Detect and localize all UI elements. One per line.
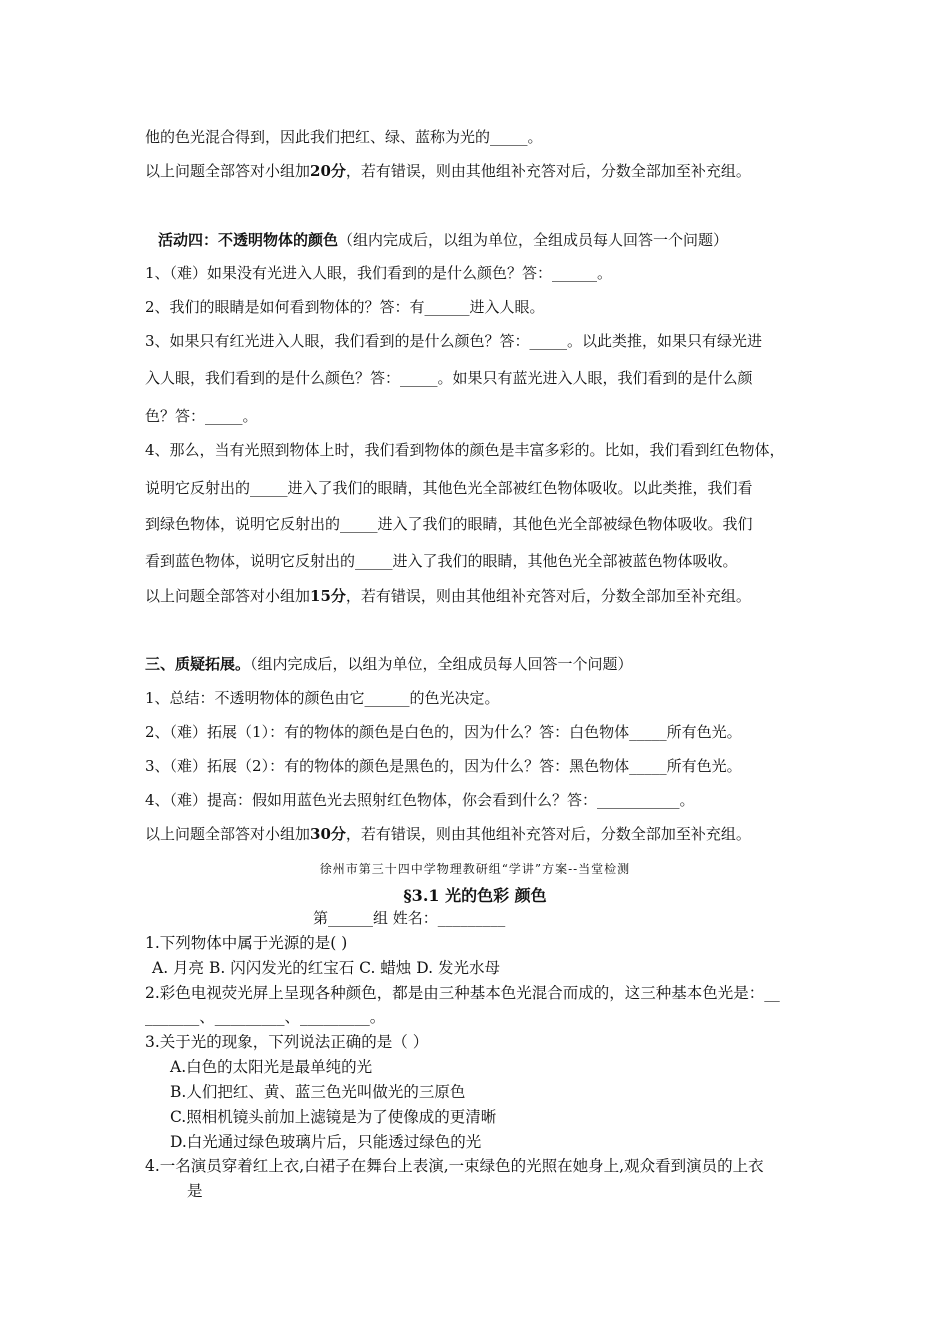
section-title: 三、质疑拓展。（组内完成后，以组为单位，全组成员每人回答一个问题） — [145, 655, 633, 673]
question-line: 说明它反射出的_____进入了我们的眼睛，其他色光全部被红色物体吸收。以此类推，我们看 — [145, 479, 753, 497]
options-line: A. 月亮 B. 闪闪发光的红宝石 C. 蜡烛 D. 发光水母 — [152, 959, 500, 977]
question-line: 看到蓝色物体，说明它反射出的_____进入了我们的眼睛，其他色光全部被蓝色物体吸收。 — [145, 552, 738, 570]
question-line: 4、（难）提高：假如用蓝色光去照射红色物体，你会看到什么？答：___________。 — [145, 791, 695, 809]
group-name-line: 第______组 姓名：_________ — [313, 909, 506, 927]
test-title: §3.1 光的色彩 颜色 — [403, 886, 547, 905]
option-a: A.白色的太阳光是最单纯的光 — [170, 1058, 373, 1076]
question-line: 是 — [187, 1182, 203, 1200]
score-value: 20分 — [310, 162, 346, 180]
question-line: _______、_________、_________。 — [145, 1008, 386, 1026]
question-line: 到绿色物体，说明它反射出的_____进入了我们的眼睛，其他色光全部被绿色物体吸收。我们 — [145, 515, 753, 533]
question-line: 3、如果只有红光进入人眼，我们看到的是什么颜色？答：_____。以此类推，如果只有绿光进 — [145, 332, 763, 350]
question-line: 2.彩色电视荧光屏上呈现各种颜色，都是由三种基本色光混合而成的，这三种基本色光是：__ — [145, 984, 780, 1002]
question-line: 3.关于光的现象，下列说法正确的是（ ） — [145, 1033, 429, 1051]
score-value: 30分 — [310, 825, 346, 843]
question-line: 4、那么，当有光照到物体上时，我们看到物体的颜色是丰富多彩的。比如，我们看到红色物体， — [145, 441, 785, 459]
question-line: 入人眼，我们看到的是什么颜色？答：_____。如果只有蓝光进入人眼，我们看到的是什么颜 — [145, 369, 753, 387]
question-line: 3、（难）拓展（2）：有的物体的颜色是黑色的，因为什么？答：黑色物体_____所有色光。 — [145, 757, 742, 775]
test-header: 徐州市第三十四中学物理教研组“学讲”方案--当堂检测 — [319, 862, 631, 876]
question-line: 2、我们的眼睛是如何看到物体的？答：有______进入人眼。 — [145, 298, 545, 316]
text-line: 他的色光混合得到，因此我们把红、绿、蓝称为光的_____。 — [145, 128, 543, 146]
question-line: 1、总结：不透明物体的颜色由它______的色光决定。 — [145, 689, 500, 707]
question-line: 4.一名演员穿着红上衣,白裙子在舞台上表演,一束绿色的光照在她身上,观众看到演员的上衣 — [145, 1157, 764, 1175]
question-line: 1、（难）如果没有光进入人眼，我们看到的是什么颜色？答：______。 — [145, 264, 613, 282]
score-line: 以上问题全部答对小组加20分，若有错误，则由其他组补充答对后，分数全部加至补充组。 — [145, 162, 751, 180]
question-line: 色？答：_____。 — [145, 407, 258, 425]
score-line: 以上问题全部答对小组加30分，若有错误，则由其他组补充答对后，分数全部加至补充组。 — [145, 825, 751, 843]
option-d: D.白光通过绿色玻璃片后，只能透过绿色的光 — [170, 1133, 482, 1151]
score-value: 15分 — [310, 587, 346, 605]
question-line: 2、（难）拓展（1）：有的物体的颜色是白色的，因为什么？答：白色物体_____所有色光。 — [145, 723, 742, 741]
question-line: 1.下列物体中属于光源的是( ) — [145, 934, 348, 952]
score-line: 以上问题全部答对小组加15分，若有错误，则由其他组补充答对后，分数全部加至补充组。 — [145, 587, 751, 605]
activity-title: 活动四：不透明物体的颜色（组内完成后，以组为单位，全组成员每人回答一个问题） — [158, 231, 729, 249]
option-b: B.人们把红、黄、蓝三色光叫做光的三原色 — [170, 1083, 466, 1101]
option-c: C.照相机镜头前加上滤镜是为了使像成的更清晰 — [170, 1108, 497, 1126]
